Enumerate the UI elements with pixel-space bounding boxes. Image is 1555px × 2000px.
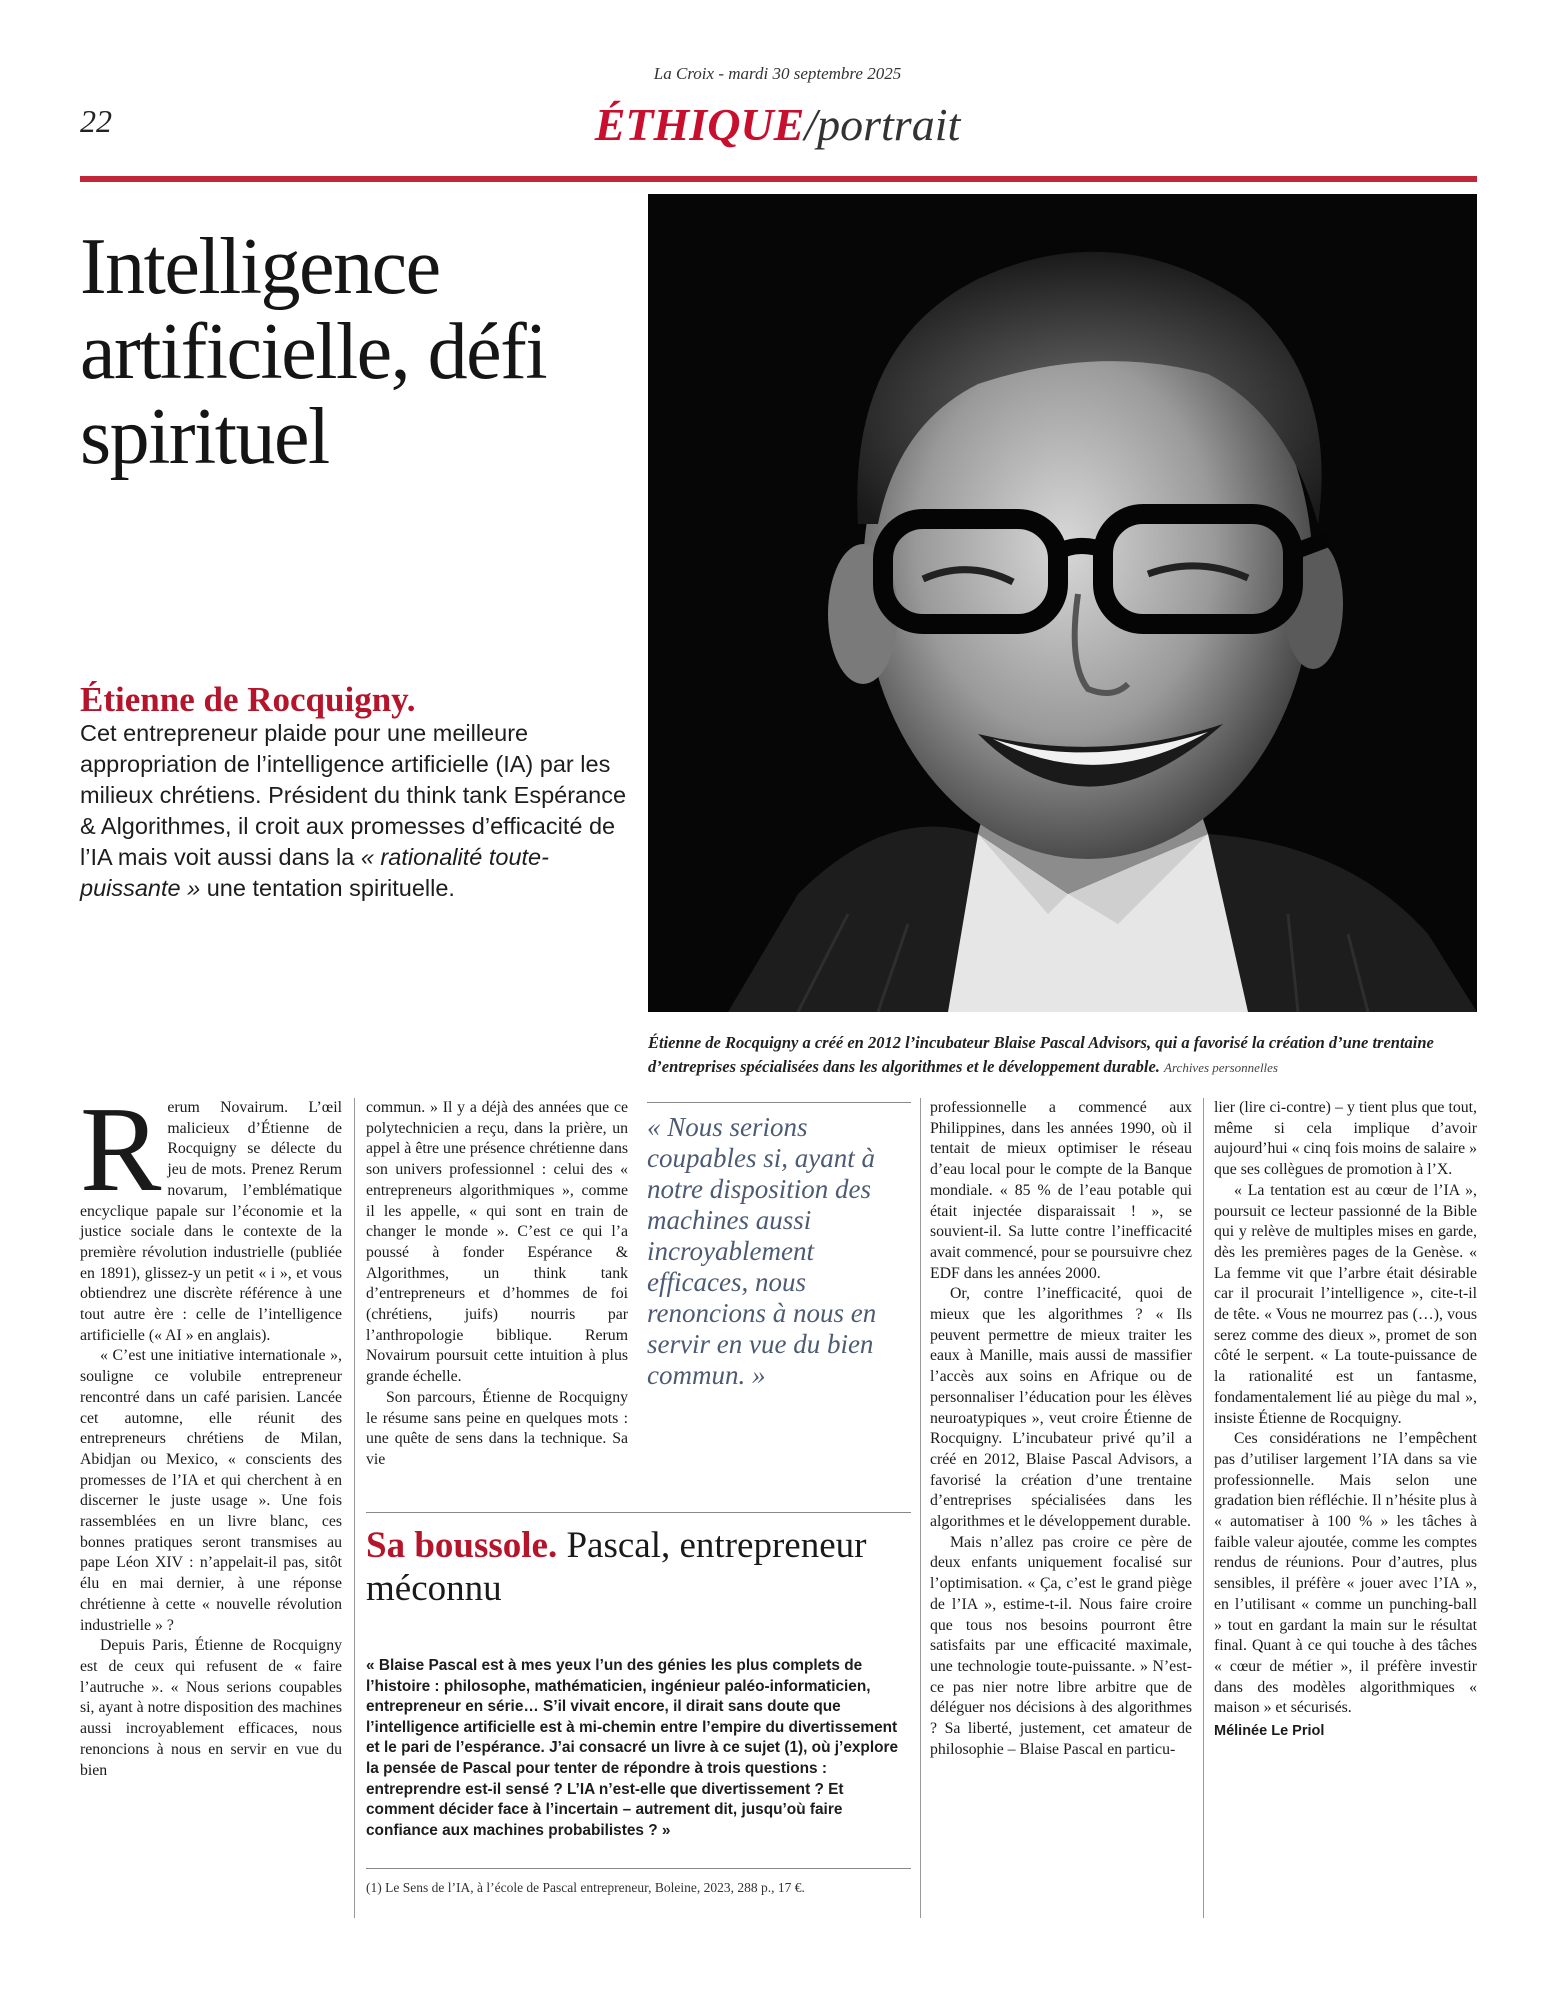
intro-quote: « rationalité toute-puissante » xyxy=(80,844,549,901)
paragraph: Depuis Paris, Étienne de Rocquigny est de ceux qui refusent de « faire l’autruche ». « Nous serions coupables si, ayant à notre disposition des machines aussi incroyablement efficaces, nous renoncions à nous en servir en vue du bien xyxy=(80,1637,342,1779)
paragraph: Mais n’allez pas croire ce père de deux enfants uniquement focalisé sur l’optimisation. « Ça, c’est le grand piège de l’IA », estime-t-il. Nous faire croire que tous nos besoins pourront être satisfaits par une efficacité maximale, une technologie toute-puissante. » N’est-ce pas nier notre libre arbitre que de déléguer nos décisions à des algorithmes ? Sa liberté, justement, cet amateur de philosophie – Blaise Pascal en particu- xyxy=(930,1533,1192,1758)
paragraph: professionnelle a commencé aux Philippines, dans les années 1990, où il tentait de mieux optimiser le réseau d’eau local pour le compte de la Banque mondiale. « 85 % de l’eau potable qui était injectée disparaissait ! », se souvient-il. Sa lutte contre l’inefficacité avait commencé, pour se poursuivre chez EDF dans les années 2000. xyxy=(930,1099,1192,1282)
paragraph: Son parcours, Étienne de Rocquigny le résume sans peine en quelques mots : une quête de sens dans la technique. Sa vie xyxy=(366,1388,628,1468)
footnote: (1) Le Sens de l’IA, à l’école de Pascal entrepreneur, Boleine, 2023, 288 p., 17 €. xyxy=(366,1880,805,1895)
column-divider xyxy=(920,1098,921,1918)
boussole-text: « Blaise Pascal est à mes yeux l’un des génies les plus complets de l’histoire : philosophe, mathématicien, ingénieur paléo-informaticien, entrepreneur en série… S’il vivait encore, il dirait sans doute que l’intelligence artificielle est à mi-chemin entre l’empire du divertissement et le pari de l’espérance. J’ai consacré un livre à ce sujet (1), où j’explore la pensée de Pascal pour tenter de répondre à trois questions : entreprendre est-il sensé ? L’IA n’est-elle que divertissement ? Et comment décider face à l’incertain – autrement dit, jusqu’où faire confiance aux machines probabilistes ? » xyxy=(366,1657,899,1839)
paragraph: Or, contre l’inefficacité, quoi de mieux que les algorithmes ? « Ils peuvent permettre de mieux traiter les eaux à Manille, mais aussi de massifier l’accès aux soins en Afrique ou de personnaliser l’éducation pour les élèves neuroatypiques », veut croire Étienne de Rocquigny. L’incubateur privé qu’il a créé en 2012, Blaise Pascal Advisors, a favorisé la création d’une trentaine d’entreprises spécialisées dans les algorithmes et le développement durable. xyxy=(930,1285,1192,1531)
column-divider xyxy=(1203,1098,1204,1918)
paragraph: lier (lire ci-contre) – y tient plus que tout, même si cela implique d’avoir aujourd’hui « cinq fois moins de salaire » que ses collègues de promotion à l’X. xyxy=(1214,1099,1477,1179)
box-top-rule xyxy=(366,1512,911,1513)
box-bottom-rule xyxy=(366,1868,911,1869)
headline: Intelligence artificielle, défi spirituel xyxy=(80,223,547,481)
paragraph: Ces considérations ne l’empêchent pas d’utiliser largement l’IA dans sa vie professionnelle. Mais selon une gradation bien réfléchie. Il n’hésite plus à « automatiser à 100 % » les tâches à faible valeur ajoutée, comme les comptes rendus de réunions. Pour d’autres, plus sensibles, il préfère « jouer avec l’IA », en l’utilisant « comme un punching-ball » tout en gardant la main sur le résultat final. Quant à ce qui touche à des tâches « cœur de métier », il préfère investir dans des modèles algorithmiques « maison » et sécurisés. xyxy=(1214,1430,1477,1717)
article-column-1 xyxy=(80,1082,342,1781)
photo-caption xyxy=(648,1031,1477,1080)
pull-quote: « Nous serions coupables si, ayant à notre disposition des machines aussi incroyablement efficaces, nous renoncions à nous en servir en vue du bien commun. » xyxy=(647,1112,877,1390)
section-sub: /portrait xyxy=(804,99,961,150)
caption-text: Étienne de Rocquigny a créé en 2012 l’incubateur Blaise Pascal Advisors, qui a favorisé la création d’une trentaine d’entreprises spécialisées dans les algorithmes et le développement durable. xyxy=(648,1033,1434,1076)
section-main: ÉTHIQUE xyxy=(594,99,805,150)
article-column-2 xyxy=(366,1098,628,1471)
paragraph: « La tentation est au cœur de l’IA », poursuit ce lecteur passionné de la Bible qui y relève de multiples mises en garde, dès les premières pages de la Genèse. « La femme vit que l’arbre était désirable car il procurait l’intelligence », cite-t-il de tête. « Vous ne mourrez pas (…), vous serez comme des dieux », promet de son côté le serpent. « La toute-puissance de la rationalité est un fantasme, fondamentalement lié au piège du mal », insiste Étienne de Rocquigny. xyxy=(1214,1181,1477,1427)
header-rule xyxy=(80,176,1477,182)
dropcap: R xyxy=(80,1082,162,1217)
intro-text xyxy=(80,718,640,904)
boussole-title-red: Sa boussole. xyxy=(366,1525,558,1566)
intro-name: Étienne de Rocquigny. xyxy=(80,680,416,719)
photo-credit: Archives personnelles xyxy=(1164,1060,1278,1075)
portrait-illustration xyxy=(648,194,1477,1012)
quote-top-rule xyxy=(647,1102,911,1103)
section-title xyxy=(0,98,1555,151)
boussole-title xyxy=(366,1524,911,1610)
paragraph: « C’est une initiative internationale », souligne ce volubile entrepreneur rencontré dans un café parisien. Lancée cet automne, elle réunit des entrepreneurs chrétiens de Milan, Abidjan ou Mexico, « conscients des promesses de l’IA et qui cherchent à en discerner le juste usage ». Une fois rassemblées en un livre blanc, ces bonnes pratiques seront transmises au pape Léon XIV : n’appelait-il pas, sitôt élu en mai dernier, à une réponse chrétienne à cette « nouvelle révolution industrielle » ? xyxy=(80,1347,342,1634)
signature: Mélinée Le Priol xyxy=(1214,1723,1325,1740)
paragraph: erum Novairum. L’œil malicieux d’Étienne de Rocquigny se délecte du jeu de mots. Prenez Rerum novarum, l’emblématique encyclique papale sur l’économie et la justice sociale dans le contexte de la première révolution industrielle (publiée en 1891), glissez-y un petit « i », et vous obtiendrez une discrète référence à une tout autre ère : celle de l’intelligence artificielle (« AI » en anglais). xyxy=(80,1099,342,1344)
portrait-photo xyxy=(648,194,1477,1012)
intro-text-a: Cet entrepreneur plaide pour une meilleure appropriation de l’intelligence artificielle (IA) par les milieux chrétiens. Président du think tank Espérance & Algorithmes, il croit aux promesses d’efficacité de l’IA mais voit aussi dans la xyxy=(80,720,627,870)
page-number: 22 xyxy=(80,103,112,139)
dateline: La Croix - mardi 30 septembre 2025 xyxy=(653,64,902,83)
article-column-5 xyxy=(1214,1098,1477,1742)
article-column-4 xyxy=(930,1098,1192,1761)
column-divider xyxy=(354,1098,355,1918)
intro-text-b: une tentation spirituelle. xyxy=(200,875,455,901)
paragraph: commun. » Il y a déjà des années que ce polytechnicien a reçu, dans la prière, un appel à être une présence chrétienne dans son univers professionnel : celui des « entrepreneurs algorithmiques », comme il les appelle, « qui sont en train de changer le monde ». C’est ce qui l’a poussé à fonder Espérance & Algorithmes, un think tank d’entrepreneurs et d’hommes de foi (chrétiens, juifs) nourris par l’anthropologie biblique. Rerum Novairum poursuit cette intuition à plus grande échelle. xyxy=(366,1099,628,1386)
boussole-title-rest: Pascal, entrepreneur méconnu xyxy=(366,1525,867,1609)
